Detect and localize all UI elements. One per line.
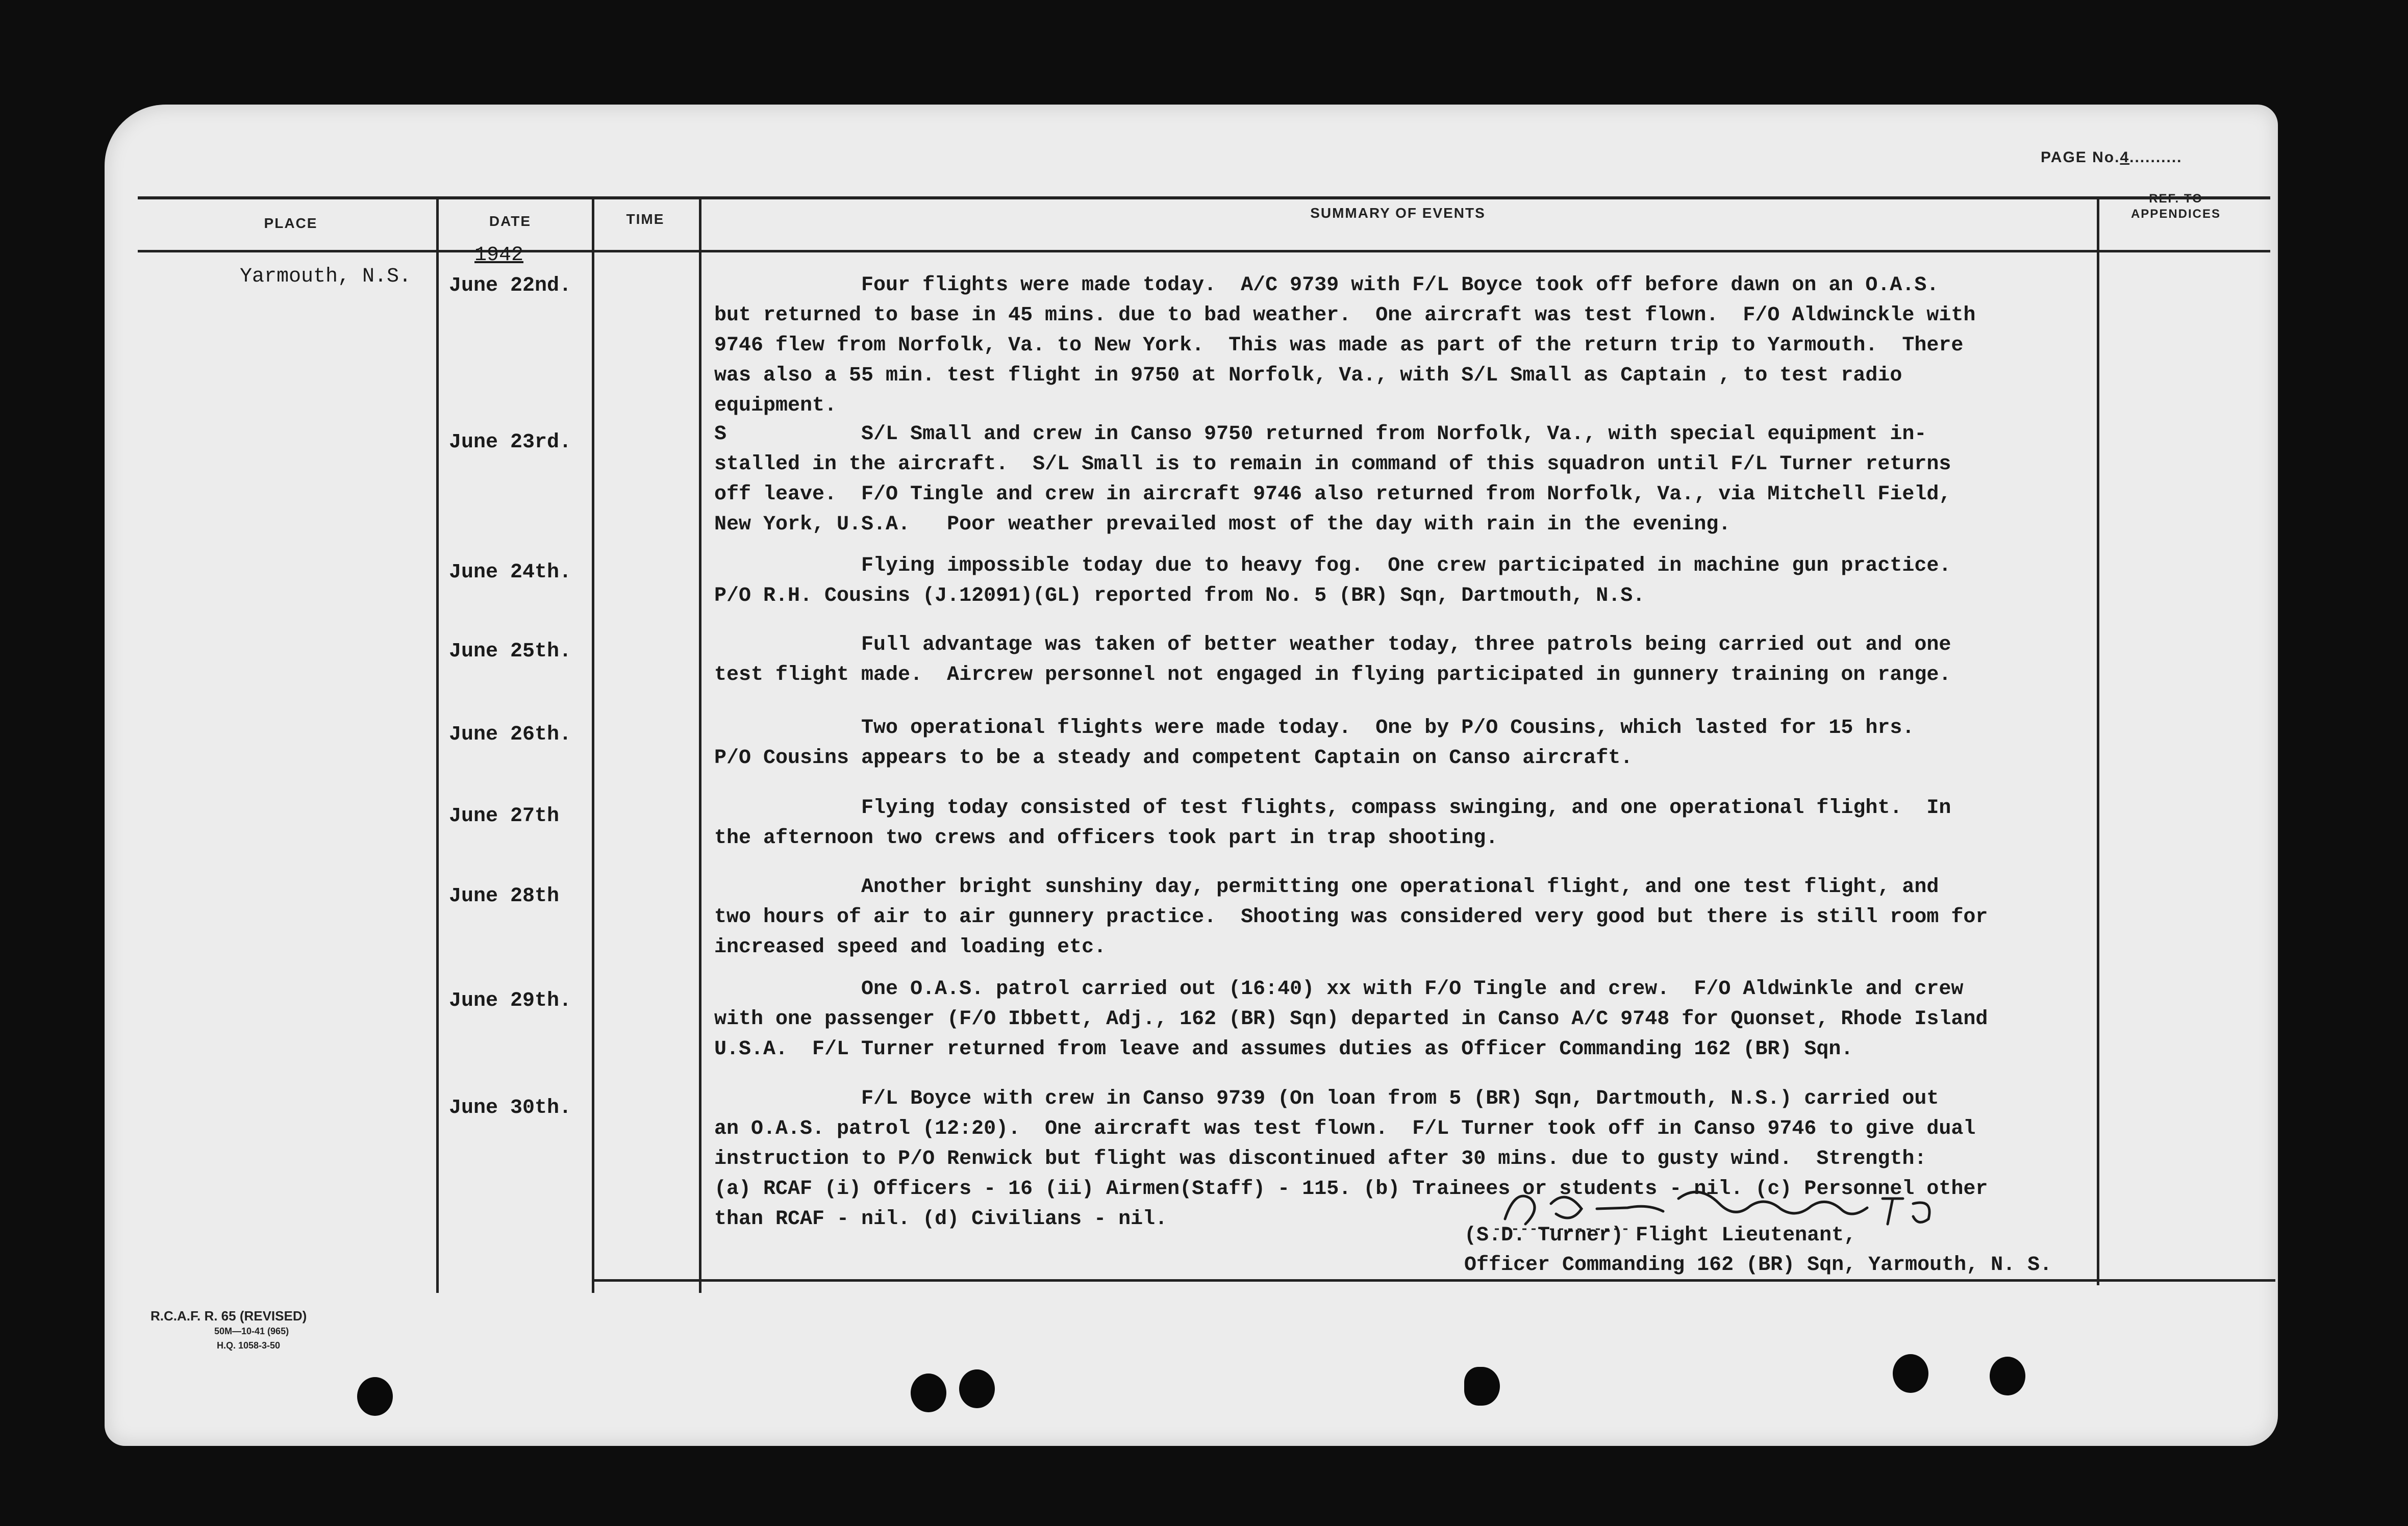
binder-hole-1 [357,1377,393,1416]
header-bottom-rule [138,250,2270,252]
place-value: Yarmouth, N.S. [240,265,412,288]
entry-date-2: June 23rd. [449,431,572,454]
entry-text-4: Full advantage was taken of better weather today, three patrols being carried out and one test flight made. Aircrew personnel not engaged in flying participated in gunnery training on range. [714,633,1951,686]
signature-title: Officer Commanding 162 (BR) Sqn, Yarmouth, N. S. [1464,1254,2052,1277]
table-bottom-rule [592,1279,2275,1282]
signature-name: (S.D. Turner) Flight Lieutenant, [1464,1224,1857,1247]
entry-date-3: June 24th. [449,561,572,584]
page-number: PAGE No.4.......... [2041,149,2183,166]
column-header-summary: SUMMARY OF EVENTS [1310,205,1486,221]
entry-date-1: June 22nd. [449,274,572,297]
form-print-code: 50M—10-41 (965) [214,1326,289,1336]
entry-date-7: June 28th [449,885,560,908]
binder-hole-4 [1464,1367,1500,1406]
column-header-ref-line1: REF. TO [2149,192,2203,206]
entry-date-8: June 29th. [449,989,572,1012]
entry-text-7: Another bright sunshiny day, permitting one operational flight, and one test flight, and two hours of air to air gunnery practice. Shooting was considered very good but there is still room for increased speed and loading etc. [714,876,1988,959]
column-header-time: TIME [626,211,665,227]
binder-hole-3 [959,1369,995,1408]
entry-date-4: June 25th. [449,640,572,663]
binder-hole-6 [1990,1357,2025,1395]
entry-text-9: F/L Boyce with crew in Canso 9739 (On loan from 5 (BR) Sqn, Dartmouth, N.S.) carried out an O.A.S. patrol (12:20). One aircraft was test flown. F/L Turner took off in Canso 9746 to give dual instruction to P/O Renwick but flight was discontinued after 30 mins. due to gusty wind. Strength: (a) RCAF (i) Officers - 16 (ii) Airmen(Staff) - 115. (b) Trainees or students - nil. (c) Personnel other than RCAF - nil. (d) Civilians - nil. [714,1087,1988,1231]
header-top-rule [138,196,2270,199]
entry-date-6: June 27th [449,805,560,828]
year-value: 1942 [474,244,524,267]
column-divider-date [592,199,594,1293]
form-hq-code: H.Q. 1058-3-50 [217,1340,281,1351]
column-divider-place [436,199,439,1293]
page-number-value: 4 [2120,149,2130,166]
column-header-ref [2102,191,2250,222]
entry-text-3: Flying impossible today due to heavy fog. One crew participated in machine gun practice. P/O R.H. Cousins (J.12091)(GL) reported from No. 5 (BR) Sqn, Dartmouth, N.S. [714,554,1951,607]
entry-text-8: One O.A.S. patrol carried out (16:40) xx with F/O Tingle and crew. F/O Aldwinkle and crew with one passenger (F/O Ibbett, Adj., 162 (BR) Sqn) departed in Canso A/C 9748 for Quonset, Rhode Island U.S.A. F/L Turner returned from leave and assumes duties as Officer Commanding 162 (BR) Sqn. [714,978,1988,1061]
entry-date-9: June 30th. [449,1097,572,1120]
binder-hole-5 [1893,1354,1928,1393]
entry-text-5: Two operational flights were made today. One by P/O Cousins, which lasted for 15 hrs. P/O Cousins appears to be a steady and competent Captain on Canso aircraft. [714,717,1915,770]
binder-hole-2 [911,1374,946,1412]
entry-text-6: Flying today consisted of test flights, compass swinging, and one operational flight. In the afternoon two crews and officers took part in trap shooting. [714,797,1951,850]
page-number-label: PAGE No. [2041,149,2120,166]
column-divider-time [699,199,701,1293]
column-header-ref-line2: APPENDICES [2130,207,2221,221]
form-number: R.C.A.F. R. 65 (REVISED) [150,1308,307,1324]
entry-text-2: S S/L Small and crew in Canso 9750 returned from Norfolk, Va., with special equipment in- stalled in the aircraft. S/L Small is to remain in command of this squadron until F/L Turner returns off leave. F/O Tingle and crew in aircraft 9746 also returned from Norfolk, Va., via Mitchell Field, New York, U.S.A. Poor weather prevailed most of the day with rain in the evening. [714,423,1951,536]
entry-text-1: Four flights were made today. A/C 9739 with F/L Boyce took off before dawn on an O.A.S. but returned to base in 45 mins. due to bad weather. One aircraft was test flown. F/O Aldwinckle with 9746 flew from Norfolk, Va. to New York. This was made as part of the return trip to Yarmouth. There was also a 55 min. test flight in 9750 at Norfolk, Va., with S/L Small as Captain , to test radio equipment. [714,274,1976,417]
column-header-date: DATE [489,213,532,229]
column-header-place: PLACE [264,215,318,231]
entry-date-5: June 26th. [449,723,572,746]
column-divider-summary [2097,199,2099,1285]
